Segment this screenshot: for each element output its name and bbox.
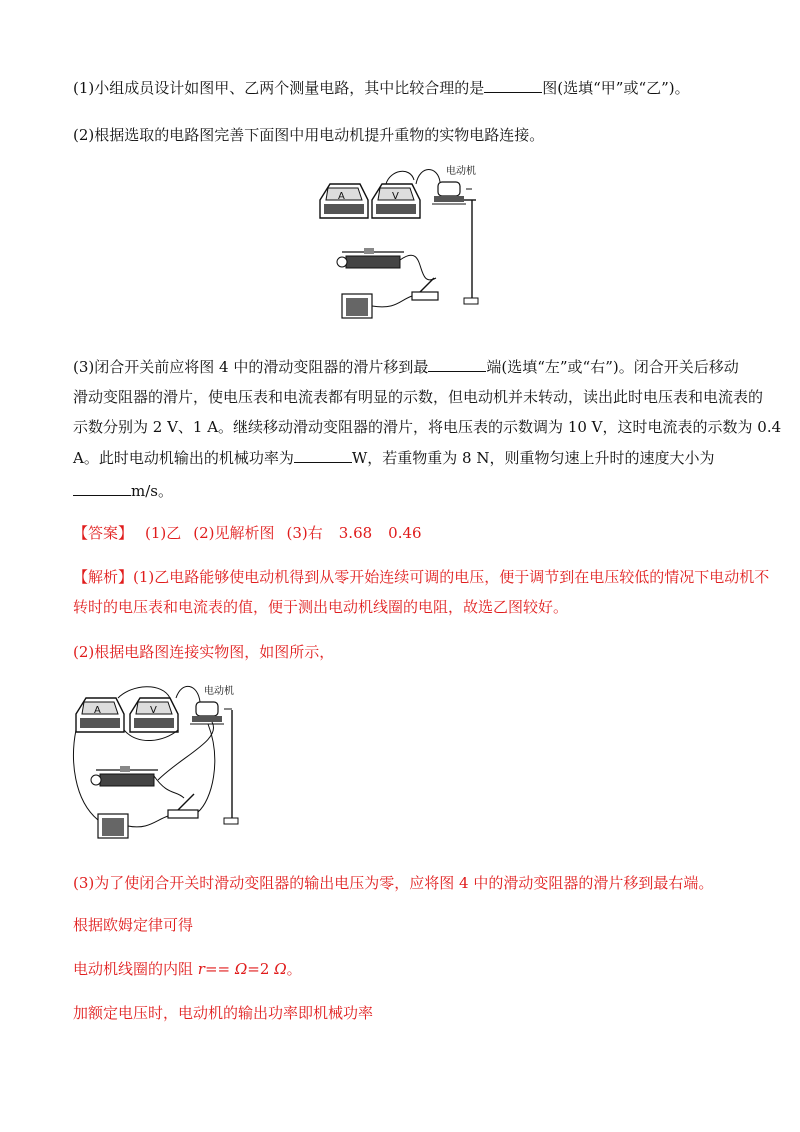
analysis-text: (3)为了使闭合开关时滑动变阻器的输出电压为零，应将图 4 中的滑动变阻器的滑片移到最右端。 [73,874,714,892]
analysis-line-6 [73,959,302,979]
ammeter-label: A [94,705,101,716]
answer-blank [428,357,486,372]
analysis-text: 电动机线圈的内阻 [73,960,198,978]
answer-item: (3)右 [286,524,323,542]
lift-stand [464,189,478,304]
question-1-options: 图(选填“甲”或“乙”)。 [542,79,690,97]
ohm-symbol: Ω [274,960,287,978]
voltmeter-label: V [150,705,157,716]
motor-label: 电动机 [446,166,476,177]
analysis-text: =2 [247,960,275,978]
rheostat-icon [91,766,158,786]
circuit-figure-top [316,160,496,335]
question-3-text: m/s。 [131,482,173,500]
ammeter-icon [320,184,368,218]
answer-item: 3.68 [338,524,373,542]
analysis-text: 转时的电压表和电流表的值，便于测出电动机线圈的电阻，故选乙图较好。 [73,598,569,616]
answer-blank [294,448,352,463]
answer-blank [73,481,131,496]
analysis-text: 根据欧姆定律可得 [73,916,194,934]
question-3-line-2 [73,387,763,407]
voltmeter-icon [372,184,420,218]
answer-tag: 【答案】 [73,524,134,542]
analysis-line-3 [73,642,334,662]
switch-icon [412,278,438,300]
question-3-text: W，若重物重为 8 N，则重物匀速上升时的速度大小为 [351,449,715,467]
battery-icon [98,814,128,838]
analysis-line-7 [73,1003,373,1023]
analysis-line-1 [73,567,769,587]
analysis-text: == [204,960,235,978]
question-3-text: A。此时电动机输出的机械功率为 [73,449,294,467]
voltmeter-icon [130,698,178,732]
analysis-text: (2)根据电路图连接实物图，如图所示， [73,643,335,661]
analysis-line-4 [73,873,713,893]
answer-line [73,523,422,543]
question-3-text: 滑动变阻器的滑片，使电压表和电流表都有明显的示数，但电动机并未转动，读出此时电压表和电流表的 [73,388,764,406]
ammeter-icon [76,698,124,732]
question-2 [73,125,544,145]
ohm-symbol: Ω [234,960,248,978]
ammeter-label: A [338,191,345,202]
answer-item: 0.46 [388,524,422,542]
question-3-text: (3)闭合开关前应将图 4 中的滑动变阻器的滑片移到最 [73,358,429,376]
circuit-diagram-top [316,160,496,335]
analysis-tag: 【解析】 [73,568,134,586]
resistance-symbol: r [197,960,205,978]
analysis-text: (1)乙电路能够使电动机得到从零开始连续可调的电压，便于调节到在电压较低的情况下电动机不 [133,568,770,586]
motor-icon [190,684,234,724]
answer-item: (1)乙 [145,524,182,542]
question-3-line-3 [73,417,781,437]
question-2-text: (2)根据选取的电路图完善下面图中用电动机提升重物的实物电路连接。 [73,126,545,144]
question-3-text: 示数分别为 2 V、1 A。继续移动滑动变阻器的滑片，将电压表的示数调为 10 V，这时电流表的示数为 0.4 [73,418,782,436]
question-3-line-5 [73,481,173,501]
voltmeter-label: V [392,191,399,202]
analysis-line-2 [73,597,568,617]
analysis-text: 。 [286,960,302,978]
battery-icon [342,294,372,318]
circuit-diagram-bottom [72,680,247,850]
question-3-line-4 [73,448,714,468]
lift-stand [224,709,238,824]
analysis-line-5 [73,915,193,935]
question-3-text: 端(选填“左”或“右”)。闭合开关后移动 [486,358,739,376]
analysis-text: 加额定电压时，电动机的输出功率即机械功率 [73,1004,374,1022]
answer-item: (2)见解析图 [193,524,275,542]
question-1 [73,78,690,98]
question-3-line-1 [73,357,739,377]
circuit-figure-bottom [72,680,247,850]
motor-label: 电动机 [204,686,234,697]
rheostat-icon [337,248,404,268]
question-1-text: (1)小组成员设计如图甲、乙两个测量电路，其中比较合理的是 [73,79,485,97]
motor-icon [432,164,476,204]
answer-blank [484,78,542,93]
